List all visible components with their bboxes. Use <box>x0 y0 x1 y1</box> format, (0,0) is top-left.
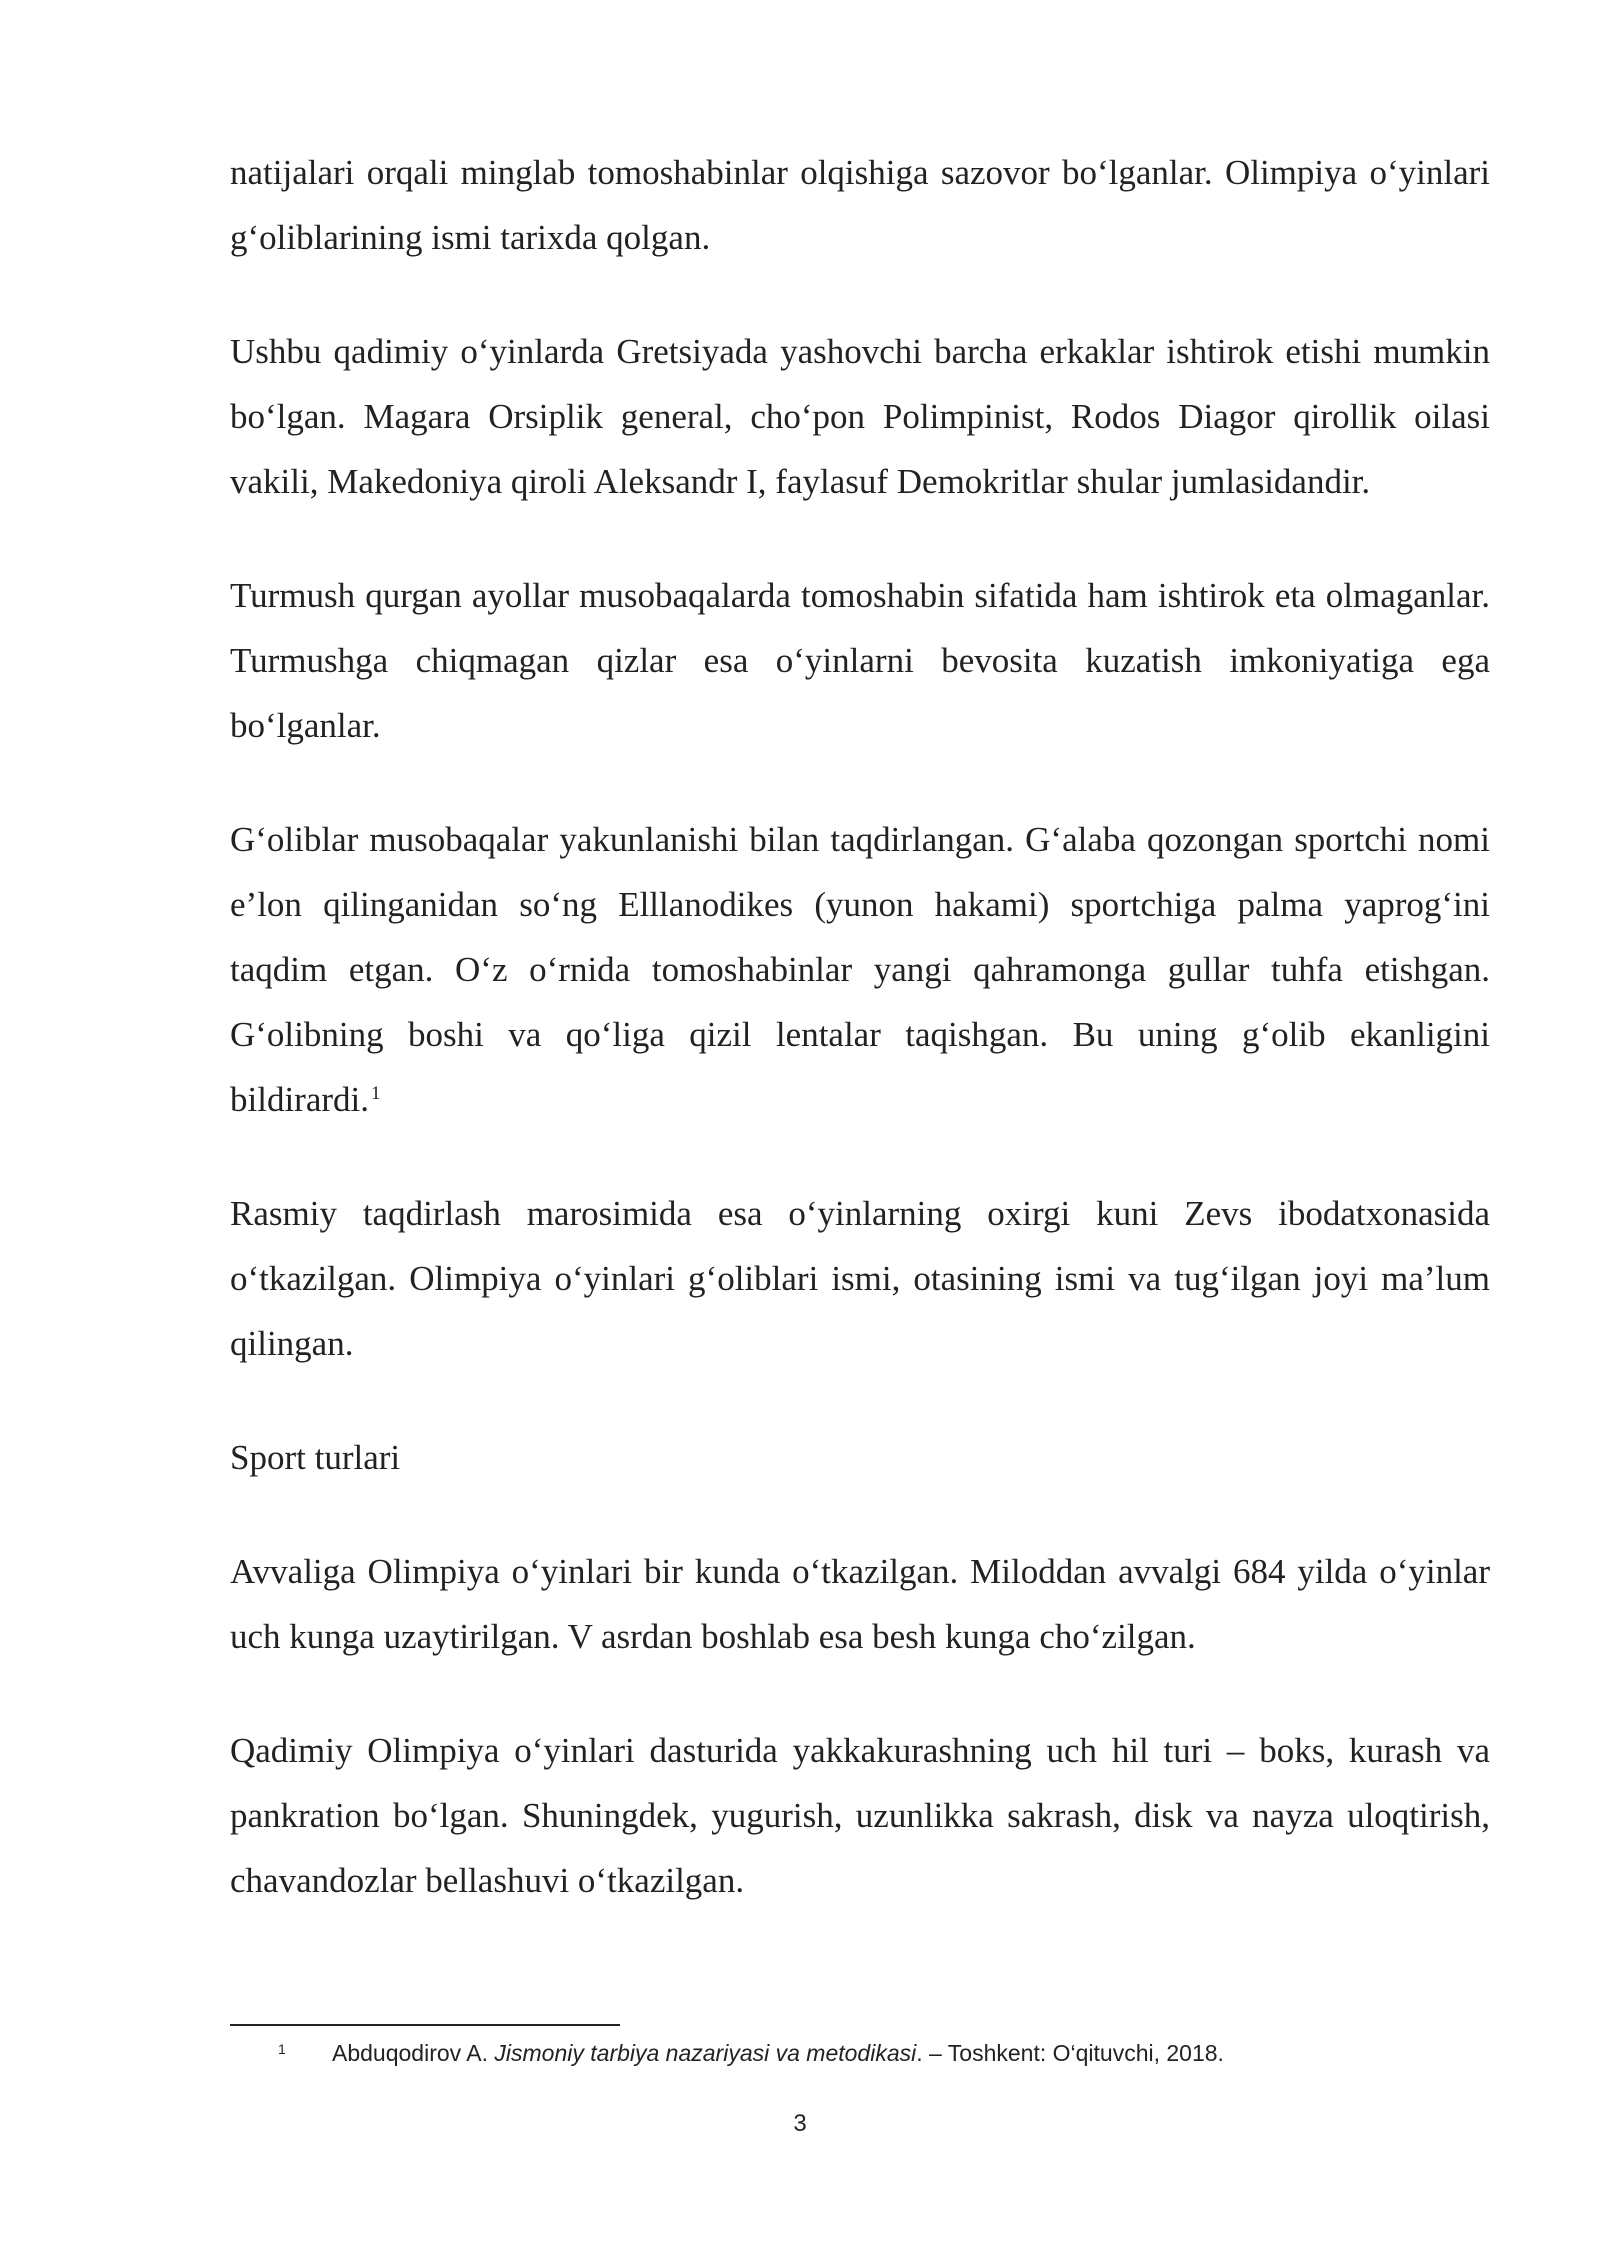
paragraph-3: Turmush qurgan ayollar musobaqalarda tomoshabin sifatida ham ishtirok eta olmaganlar. Turmushga chiqmagan qizlar esa o‘yinlarni bevosita kuzatish imkoniyatiga ega bo‘lganlar. <box>230 576 1490 745</box>
footnote <box>230 2036 1490 2070</box>
body-text <box>230 140 1490 1962</box>
paragraph-2: Ushbu qadimiy o‘yinlarda Gretsiyada yashovchi barcha erkaklar ishtirok etishi mumkin bo‘lgan. Magara Orsiplik general, cho‘pon Polimpinist, Rodos Diagor qirollik oilasi vakili, Makedoniya qiroli Aleksandr I, faylasuf Demokritlar shular jumlasidandir. <box>230 332 1490 501</box>
page-number: 3 <box>793 2110 807 2137</box>
paragraph-1: natijalari orqali minglab tomoshabinlar olqishiga sazovor bo‘lganlar. Olimpiya o‘yinlari g‘oliblarining ismi tarixda qolgan. <box>230 153 1490 257</box>
paragraph-7: Qadimiy Olimpiya o‘yinlari dasturida yakkakurashning uch hil turi – boks, kurash va pankration bo‘lgan. Shuningdek, yugurish, uzunlikka sakrash, disk va nayza uloqtirish, chavandozlar bellashuvi o‘tkazilgan. <box>230 1731 1490 1900</box>
paragraph-5: Rasmiy taqdirlash marosimida esa o‘yinlarning oxirgi kuni Zevs ibodatxonasida o‘tkazilgan. Olimpiya o‘yinlari g‘oliblari ismi, otasining ismi va tug‘ilgan joyi ma’lum qilingan. <box>230 1194 1490 1363</box>
paragraph-6: Avvaliga Olimpiya o‘yinlari bir kunda o‘tkazilgan. Miloddan avvalgi 684 yilda o‘yinlar uch kunga uzaytirilgan. V asrdan boshlab esa besh kunga cho‘zilgan. <box>230 1552 1490 1656</box>
footnote-reference[interactable]: 1 <box>371 1083 381 1104</box>
footnote-author: Abduqodirov A. <box>332 2040 495 2066</box>
footnote-title: Jismoniy tarbiya nazariyasi va metodikasi <box>494 2040 917 2066</box>
section-heading: Sport turlari <box>230 1438 401 1477</box>
paragraph-4 <box>230 807 1490 1132</box>
footnote-publication: . – Toshkent: O‘qituvchi, 2018. <box>916 2040 1224 2066</box>
footnote-mark: 1 <box>278 2041 286 2057</box>
footnote-separator <box>230 2024 620 2026</box>
paragraph-4-text: G‘oliblar musobaqalar yakunlanishi bilan taqdirlangan. G‘alaba qozongan sportchi nomi e’lon qilinganidan so‘ng Elllanodikes (yunon hakami) sportchiga palma yaprog‘ini taqdim etgan. O‘z o‘rnida tomoshabinlar yangi qahramonga gullar tuhfa etishgan. G‘olibning boshi va qo‘liga qizil lentalar taqishgan. Bu uning g‘olib ekanligini bildirardi. <box>230 820 1490 1119</box>
